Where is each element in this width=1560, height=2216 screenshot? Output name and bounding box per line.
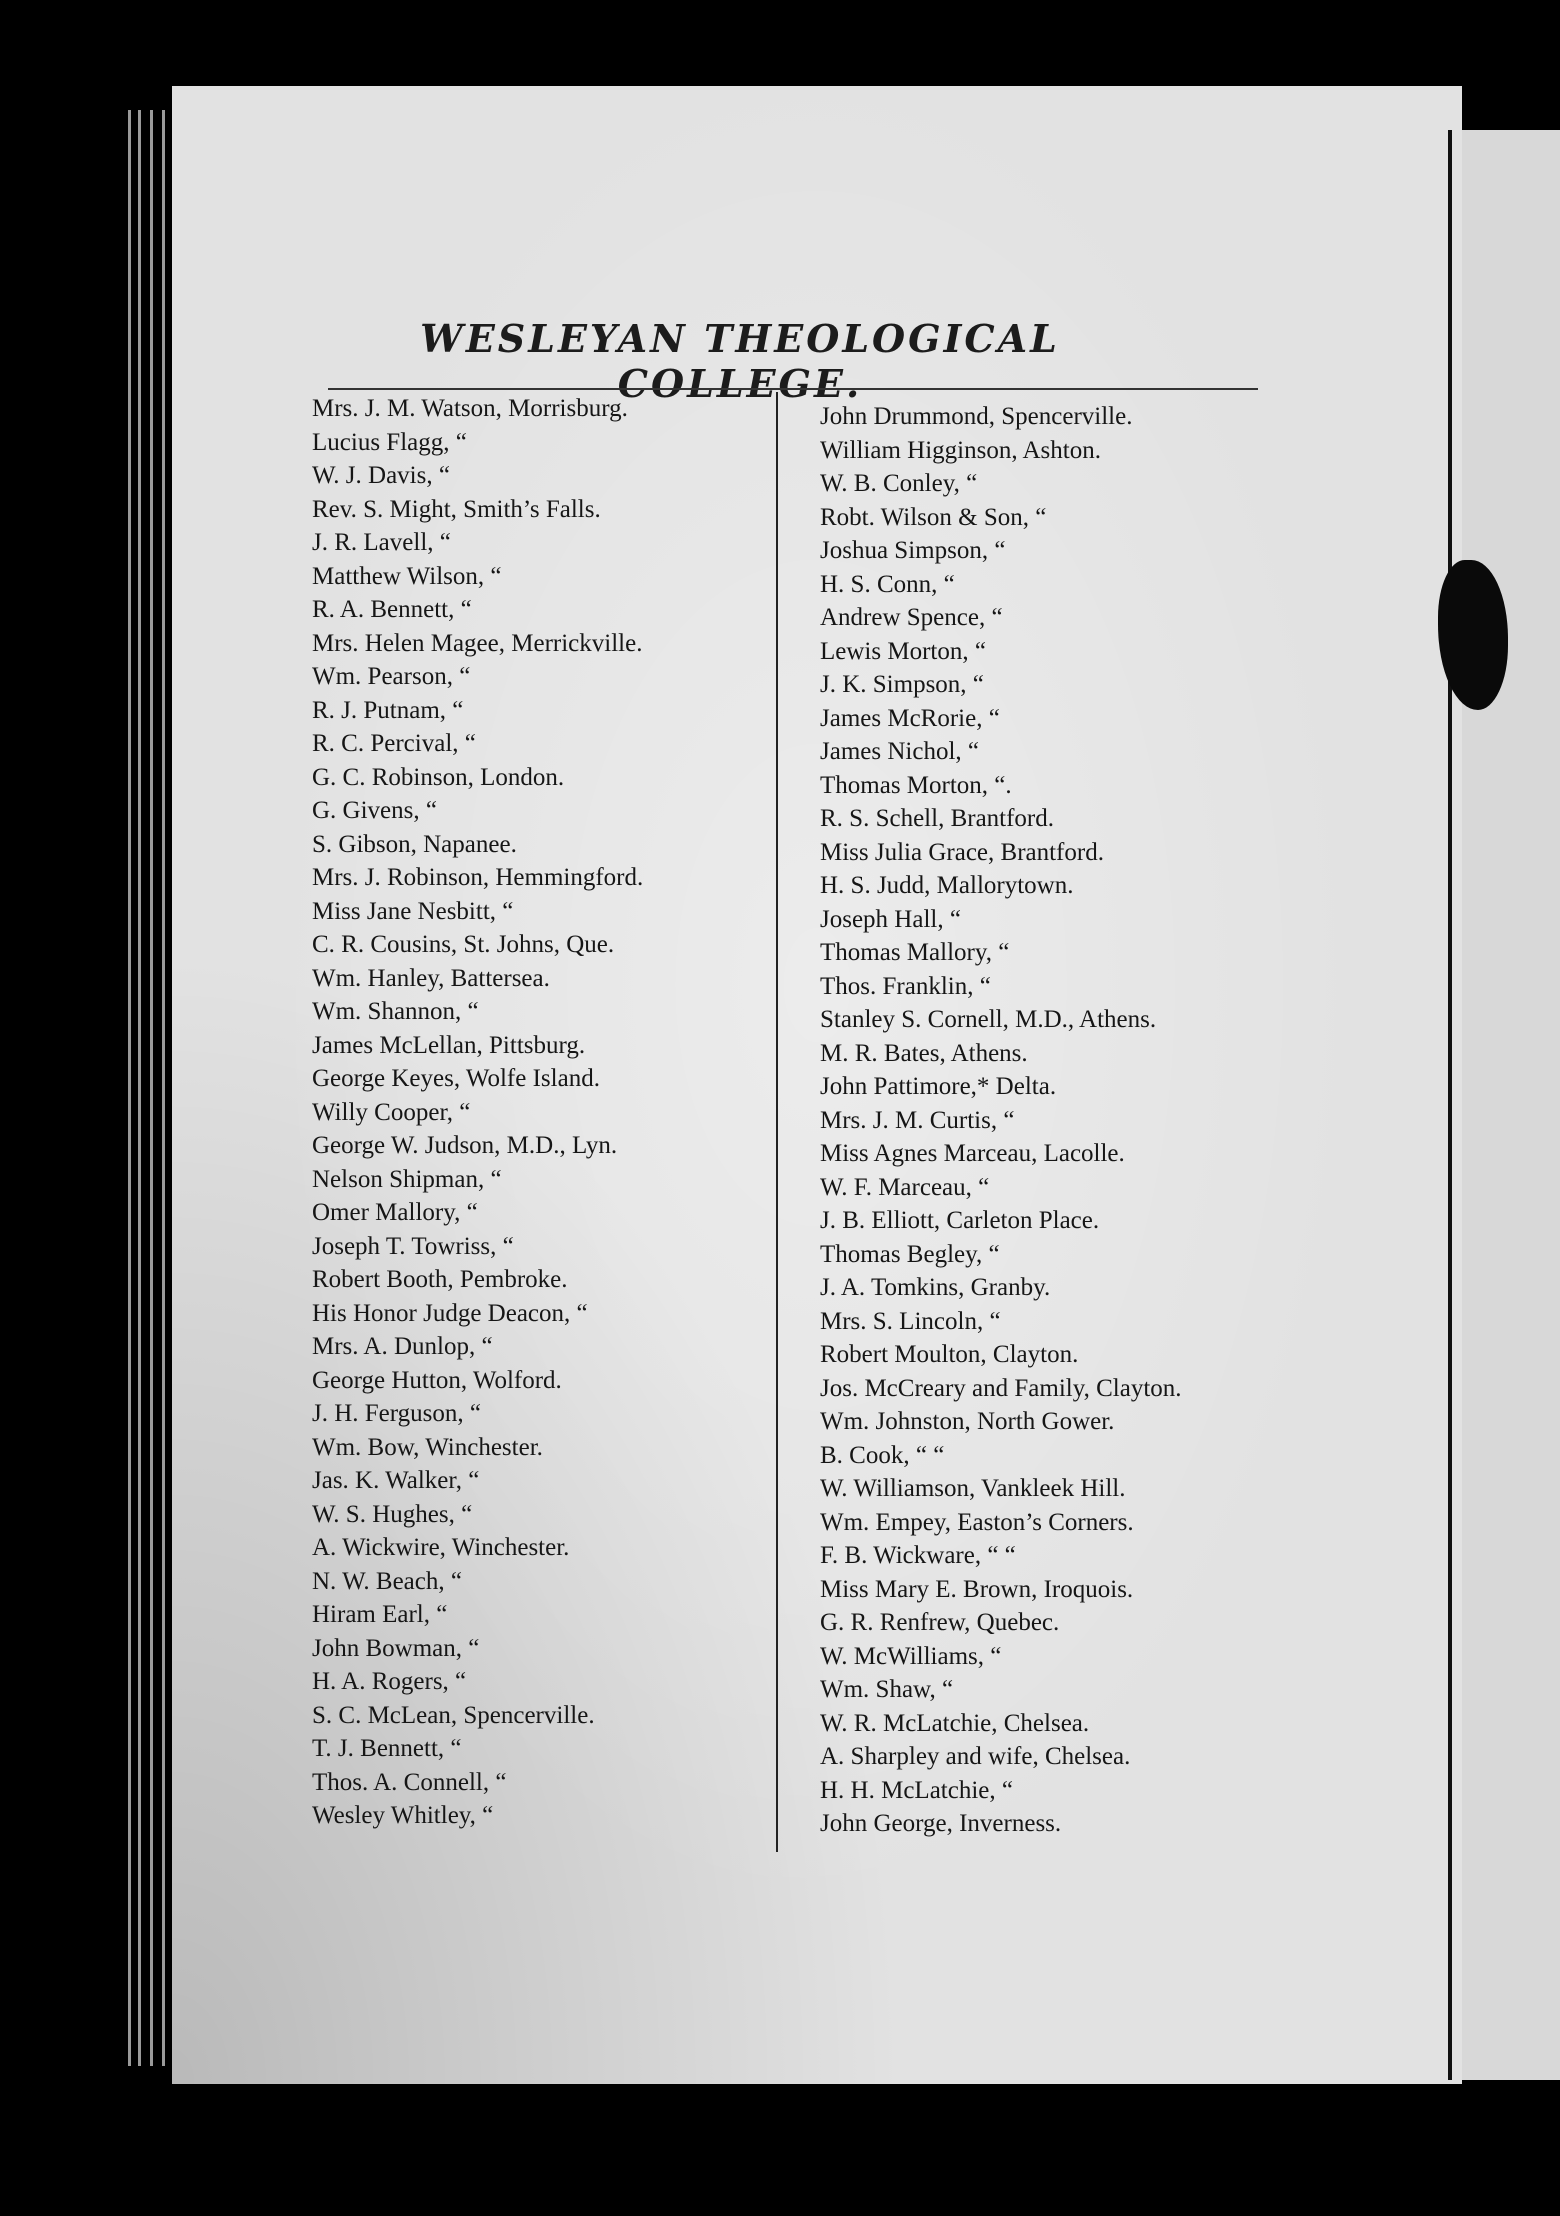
subscriber-entry: M. R. Bates, Athens. bbox=[820, 1039, 1028, 1067]
subscriber-entry: Willy Cooper, “ bbox=[312, 1098, 471, 1126]
subscriber-entry: R. C. Percival, “ bbox=[312, 730, 476, 757]
subscriber-entry: F. B. Wickware, “ “ bbox=[820, 1542, 1016, 1569]
subscriber-entry: Joshua Simpson, “ bbox=[820, 537, 1006, 564]
subscriber-entry: J. H. Ferguson, “ bbox=[312, 1400, 481, 1427]
subscriber-entry: Matthew Wilson, “ bbox=[312, 562, 502, 590]
subscriber-entry: Miss Jane Nesbitt, “ bbox=[312, 897, 514, 925]
subscriber-entry: Mrs. J. Robinson, Hemmingford. bbox=[312, 864, 644, 891]
subscriber-entry: Andrew Spence, “ bbox=[820, 604, 1003, 631]
subscriber-entry: Wesley Whitley, “ bbox=[312, 1802, 494, 1829]
subscriber-entry: B. Cook, “ “ bbox=[820, 1441, 945, 1469]
subscriber-entry: W. B. Conley, “ bbox=[820, 470, 978, 497]
subscriber-entry: George W. Judson, M.D., Lyn. bbox=[312, 1132, 618, 1159]
subscriber-entry: Wm. Hanley, Battersea. bbox=[312, 964, 550, 992]
subscriber-entry: Wm. Shannon, “ bbox=[312, 998, 479, 1025]
subscriber-entry: Miss Mary E. Brown, Iroquois. bbox=[820, 1575, 1134, 1603]
subscriber-entry: Wm. Pearson, “ bbox=[312, 663, 471, 690]
subscriber-entry: H. S. Judd, Mallorytown. bbox=[820, 872, 1074, 899]
subscriber-entry: S. C. McLean, Spencerville. bbox=[312, 1701, 595, 1729]
subscriber-entry: James McLellan, Pittsburg. bbox=[312, 1031, 586, 1059]
subscriber-entry: Thomas Morton, “. bbox=[820, 771, 1012, 799]
subscriber-entry: R. J. Putnam, “ bbox=[312, 696, 464, 724]
subscriber-entry: John George, Inverness. bbox=[820, 1810, 1062, 1837]
subscriber-entry: R. A. Bennett, “ bbox=[312, 596, 472, 623]
subscriber-entry: His Honor Judge Deacon, “ bbox=[312, 1299, 588, 1327]
subscriber-entry: Robert Booth, Pembroke. bbox=[312, 1266, 568, 1293]
subscriber-entry: W. J. Davis, “ bbox=[312, 462, 450, 489]
right-column-list bbox=[820, 400, 1260, 1841]
subscriber-entry: Lewis Morton, “ bbox=[820, 637, 986, 665]
subscriber-entry: John Pattimore,* Delta. bbox=[820, 1073, 1057, 1100]
page-edge bbox=[150, 110, 153, 2066]
subscriber-entry: W. McWilliams, “ bbox=[820, 1642, 1002, 1670]
subscriber-entry: Hiram Earl, “ bbox=[312, 1601, 448, 1628]
subscriber-entry: H. A. Rogers, “ bbox=[312, 1668, 467, 1695]
subscriber-entry: Mrs. Helen Magee, Merrickville. bbox=[312, 629, 643, 657]
subscriber-entry: N. W. Beach, “ bbox=[312, 1567, 462, 1595]
subscriber-entry: J. B. Elliott, Carleton Place. bbox=[820, 1207, 1100, 1234]
subscriber-entry: Rev. S. Might, Smith’s Falls. bbox=[312, 495, 601, 523]
page-edge bbox=[128, 110, 131, 2066]
subscriber-entry: J. R. Lavell, “ bbox=[312, 529, 451, 556]
subscriber-entry: Thomas Begley, “ bbox=[820, 1240, 1000, 1268]
subscriber-entry: C. R. Cousins, St. Johns, Que. bbox=[312, 931, 615, 958]
subscriber-entry: Wm. Empey, Easton’s Corners. bbox=[820, 1508, 1134, 1536]
subscriber-entry: J. A. Tomkins, Granby. bbox=[820, 1274, 1051, 1301]
subscriber-entry: Wm. Bow, Winchester. bbox=[312, 1433, 543, 1461]
page-title: WESLEYAN THEOLOGICAL COLLEGE. bbox=[420, 316, 1060, 406]
subscriber-entry: William Higginson, Ashton. bbox=[820, 436, 1101, 464]
subscriber-entry: W. Williamson, Vankleek Hill. bbox=[820, 1475, 1126, 1502]
subscriber-entry: G. R. Renfrew, Quebec. bbox=[820, 1609, 1060, 1636]
subscriber-entry: R. S. Schell, Brantford. bbox=[820, 805, 1055, 832]
subscriber-entry: John Bowman, “ bbox=[312, 1634, 480, 1662]
subscriber-entry: Thos. Franklin, “ bbox=[820, 972, 991, 1000]
subscriber-entry: W. S. Hughes, “ bbox=[312, 1500, 473, 1528]
left-column-list bbox=[312, 392, 752, 1833]
subscriber-entry: Jos. McCreary and Family, Clayton. bbox=[820, 1374, 1182, 1402]
subscriber-entry: Wm. Johnston, North Gower. bbox=[820, 1408, 1115, 1435]
subscriber-entry: Jas. K. Walker, “ bbox=[312, 1467, 480, 1494]
subscriber-entry: S. Gibson, Napanee. bbox=[312, 830, 517, 858]
column-divider bbox=[776, 392, 778, 1852]
subscriber-entry: Mrs. S. Lincoln, “ bbox=[820, 1307, 1001, 1335]
subscriber-entry: Mrs. J. M. Watson, Morrisburg. bbox=[312, 395, 628, 422]
subscriber-entry: George Hutton, Wolford. bbox=[312, 1366, 562, 1394]
subscriber-entry: Robt. Wilson & Son, “ bbox=[820, 503, 1047, 531]
subscriber-entry: W. F. Marceau, “ bbox=[820, 1173, 990, 1201]
subscriber-entry: A. Sharpley and wife, Chelsea. bbox=[820, 1743, 1131, 1770]
subscriber-entry: Thos. A. Connell, “ bbox=[312, 1768, 507, 1796]
subscriber-entry: Miss Agnes Marceau, Lacolle. bbox=[820, 1140, 1125, 1167]
subscriber-entry: Mrs. J. M. Curtis, “ bbox=[820, 1106, 1015, 1134]
subscriber-entry: A. Wickwire, Winchester. bbox=[312, 1534, 570, 1561]
subscriber-entry: Robert Moulton, Clayton. bbox=[820, 1341, 1079, 1368]
subscriber-entry: Omer Mallory, “ bbox=[312, 1199, 478, 1226]
subscriber-entry: Nelson Shipman, “ bbox=[312, 1165, 502, 1193]
subscriber-entry: H. H. McLatchie, “ bbox=[820, 1776, 1013, 1804]
title-rule bbox=[328, 388, 1258, 390]
subscriber-entry: James Nichol, “ bbox=[820, 738, 979, 765]
subscriber-entry: Mrs. A. Dunlop, “ bbox=[312, 1333, 493, 1360]
subscriber-entry: Joseph Hall, “ bbox=[820, 905, 961, 933]
subscriber-entry: T. J. Bennett, “ bbox=[312, 1735, 462, 1762]
subscriber-entry: Miss Julia Grace, Brantford. bbox=[820, 838, 1104, 866]
subscriber-entry: W. R. McLatchie, Chelsea. bbox=[820, 1709, 1090, 1737]
subscriber-entry: Wm. Shaw, “ bbox=[820, 1676, 954, 1703]
binding-fold bbox=[1448, 130, 1452, 2080]
subscriber-entry: H. S. Conn, “ bbox=[820, 570, 955, 598]
subscriber-entry: J. K. Simpson, “ bbox=[820, 671, 984, 698]
subscriber-entry: G. C. Robinson, London. bbox=[312, 763, 565, 791]
subscriber-entry: Thomas Mallory, “ bbox=[820, 939, 1010, 966]
subscriber-entry: Lucius Flagg, “ bbox=[312, 428, 467, 456]
page-edge bbox=[162, 110, 165, 2066]
subscriber-entry: George Keyes, Wolfe Island. bbox=[312, 1065, 600, 1092]
subscriber-entry: Joseph T. Towriss, “ bbox=[312, 1232, 514, 1260]
subscriber-entry: James McRorie, “ bbox=[820, 704, 1000, 732]
facing-page-edge bbox=[1462, 130, 1560, 2080]
subscriber-entry: Stanley S. Cornell, M.D., Athens. bbox=[820, 1006, 1157, 1033]
page-edge bbox=[138, 110, 141, 2066]
subscriber-entry: John Drummond, Spencerville. bbox=[820, 403, 1133, 430]
subscriber-entry: G. Givens, “ bbox=[312, 797, 437, 824]
